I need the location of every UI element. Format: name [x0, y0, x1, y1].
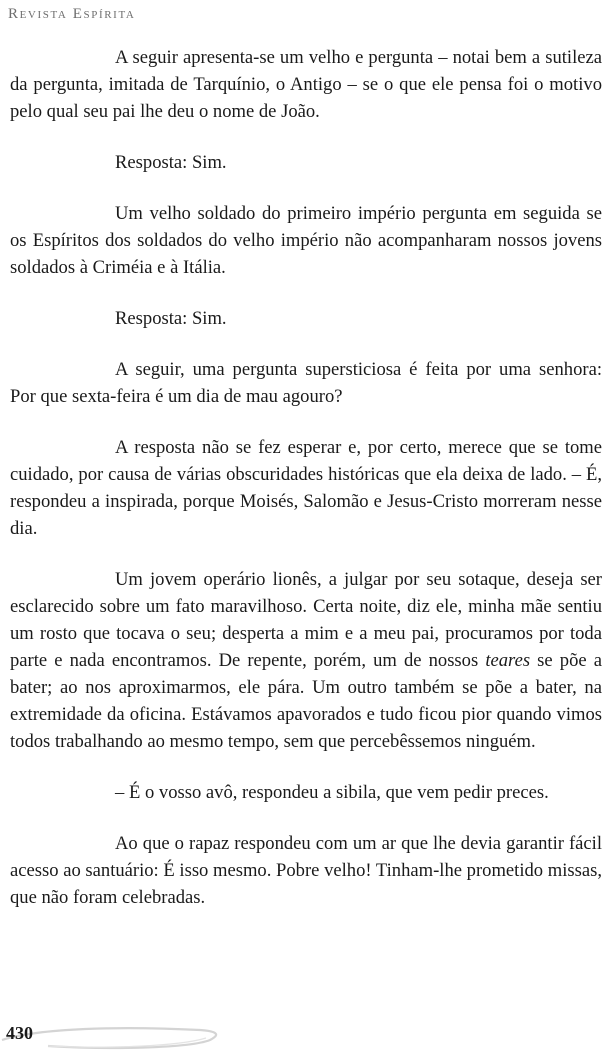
page-number: 430: [6, 1023, 33, 1043]
paragraph: – É o vosso avô, respondeu a sibila, que vem pedir preces.: [115, 782, 549, 803]
paragraph: A seguir, uma pergunta supersticiosa é feita por uma senhora: Por que sexta-feira é um dia de mau agouro?: [10, 359, 602, 407]
paragraph: [10, 566, 602, 755]
paragraph: Um velho soldado do primeiro império pergunta em seguida se os Espíritos dos soldados do velho império não acompanharam nossos jovens soldados à Criméia e à Itália.: [10, 203, 602, 278]
running-head: Revista Espírita: [8, 6, 136, 22]
paragraph: Resposta: Sim.: [115, 152, 227, 173]
emphasized-word: teares: [485, 650, 531, 671]
paragraph: A seguir apresenta-se um velho e pergunta – notai bem a sutileza da pergunta, imitada de Tarquínio, o Antigo – se o que ele pensa foi o motivo pelo qual seu pai lhe deu o nome de João.: [10, 47, 602, 122]
paragraph-text: Um jovem operário lionês, a julgar por seu sotaque, deseja ser esclarecido sobre um fato maravilhoso. Certa noite, diz ele, minha mãe sentiu um rosto que tocava o seu; desperta a mim e a meu pai, procuramos por toda parte e nada encontramos. De repente, porém, um de nossos: [10, 569, 602, 671]
page-ornament-swoosh: [0, 1016, 230, 1052]
paragraph: A resposta não se fez esperar e, por certo, merece que se tome cuidado, por causa de várias obscuridades históricas que ela deixa de lado. – É, respondeu a inspirada, porque Moisés, Salomão e Jesus-Cristo morreram nesse dia.: [10, 437, 602, 539]
paragraph-text: se põe a bater; ao nos aproximarmos, ele pára. Um outro também se põe a bater, na extremidade da oficina. Estávamos apavorados e tudo ficou pior quando vimos todos trabalhando ao mesmo tempo, sem que percebêssemos ninguém.: [10, 650, 602, 752]
paragraph: Ao que o rapaz respondeu com um ar que lhe devia garantir fácil acesso ao santuário: É isso mesmo. Pobre velho! Tinham-lhe prometido missas, que não foram celebradas.: [10, 833, 602, 908]
body-text: [10, 44, 602, 911]
paragraph: Resposta: Sim.: [115, 308, 227, 329]
